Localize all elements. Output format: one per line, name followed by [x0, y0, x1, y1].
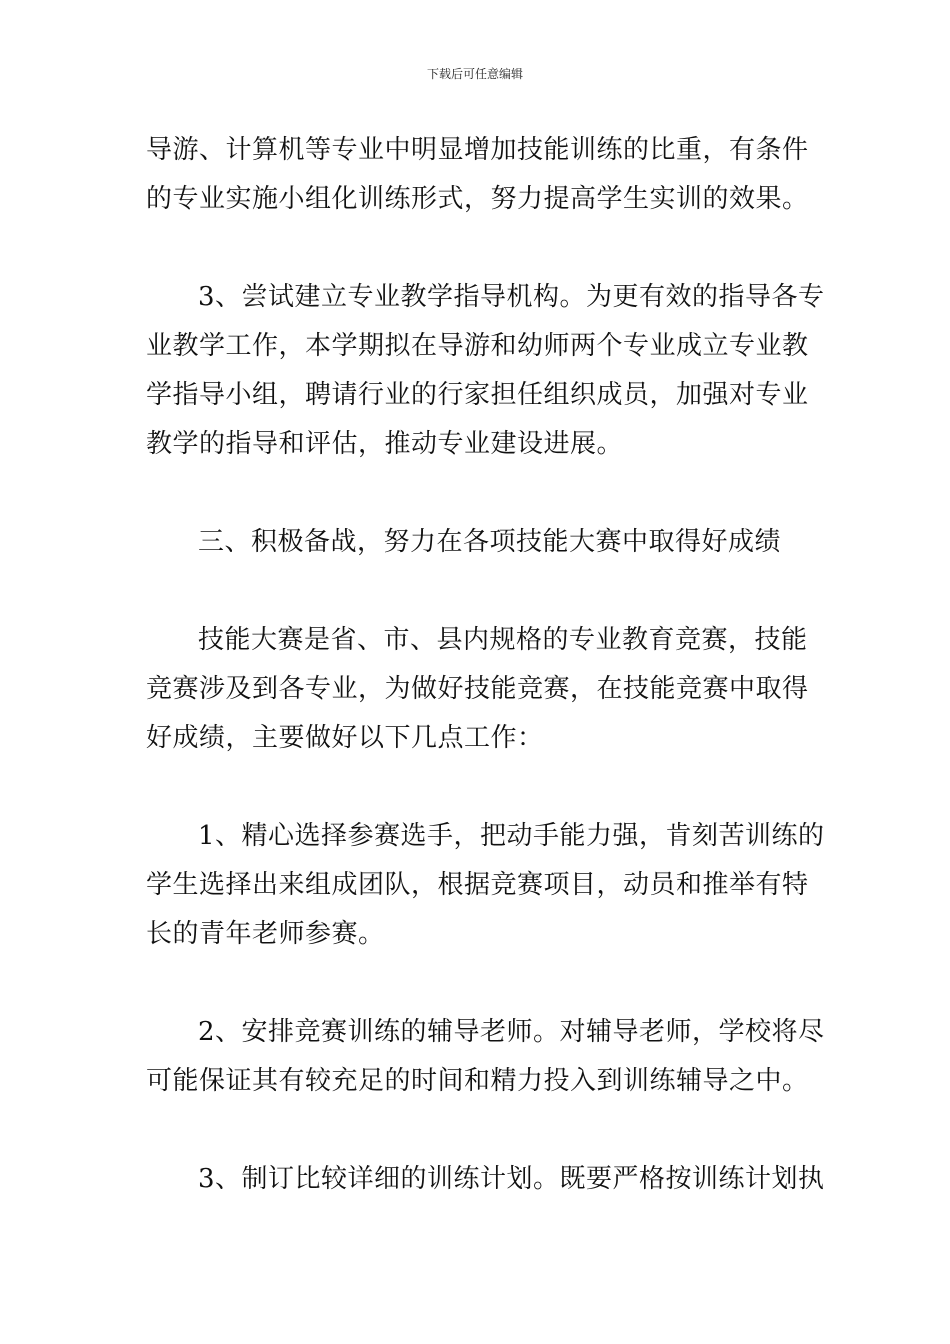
paragraph-line: 1、精心选择参赛选手，把动手能力强，肯刻苦训练的	[198, 821, 825, 851]
paragraph-6	[146, 1008, 825, 1106]
page-header: 下载后可任意编辑	[426, 67, 523, 81]
paragraph-line: 技能大赛是省、市、县内规格的专业教育竞赛，技能	[198, 625, 808, 655]
section-heading	[146, 518, 806, 567]
paragraph-4	[146, 616, 809, 763]
paragraph-spacer	[146, 567, 806, 616]
paragraph-line: 业教学工作，本学期拟在导游和幼师两个专业成立专业教	[146, 331, 809, 361]
paragraph-5	[146, 812, 825, 959]
paragraph-line: 2、安排竞赛训练的辅导老师。对辅导老师，学校将尽	[198, 1017, 825, 1047]
paragraph-spacer	[146, 959, 806, 1008]
paragraph-line: 学生选择出来组成团队，根据竞赛项目，动员和推举有特	[146, 870, 809, 900]
paragraph-line: 长的青年老师参赛。	[146, 919, 385, 949]
paragraph-line: 好成绩，主要做好以下几点工作：	[146, 723, 544, 753]
paragraph-line: 学指导小组，聘请行业的行家担任组织成员，加强对专业	[146, 380, 809, 410]
paragraph-line: 可能保证其有较充足的时间和精力投入到训练辅导之中。	[146, 1066, 809, 1096]
paragraph-line: 导游、计算机等专业中明显增加技能训练的比重，有条件	[146, 135, 809, 165]
document-body	[146, 126, 825, 1204]
paragraph-line: 竞赛涉及到各专业，为做好技能竞赛，在技能竞赛中取得	[146, 674, 809, 704]
paragraph-spacer	[146, 1106, 806, 1155]
paragraph-spacer	[146, 224, 806, 273]
paragraph-1	[146, 126, 809, 224]
paragraph-7	[146, 1155, 825, 1204]
paragraph-spacer	[146, 763, 806, 812]
paragraph-line: 3、尝试建立专业教学指导机构。为更有效的指导各专	[198, 282, 825, 312]
paragraph-spacer	[146, 469, 806, 518]
paragraph-line: 教学的指导和评估，推动专业建设进展。	[146, 429, 624, 459]
paragraph-2	[146, 273, 825, 469]
paragraph-line: 3、制订比较详细的训练计划。既要严格按训练计划执	[198, 1164, 825, 1194]
paragraph-line: 的专业实施小组化训练形式，努力提高学生实训的效果。	[146, 184, 809, 214]
paragraph-line: 三、积极备战，努力在各项技能大赛中取得好成绩	[198, 527, 782, 557]
